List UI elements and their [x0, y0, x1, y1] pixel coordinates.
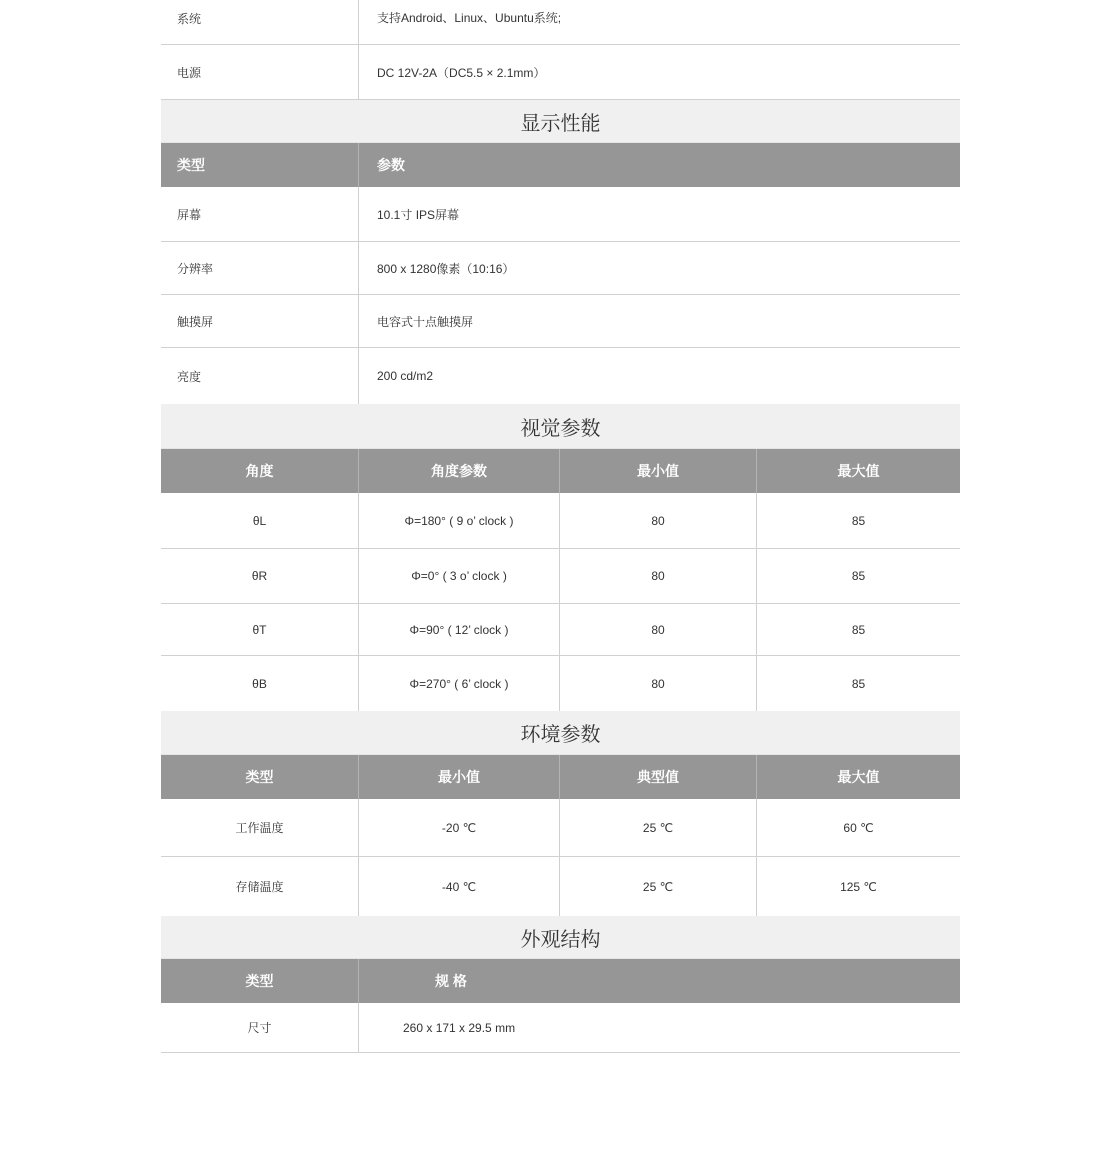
- viewing-table-header: [161, 449, 960, 493]
- spec-value: 支持Android、Linux、Ubuntu系统;: [377, 11, 562, 25]
- max-cell: 85: [851, 513, 866, 528]
- table-row: [161, 493, 960, 549]
- spec-label: 电源: [161, 45, 359, 99]
- table-row: [161, 549, 960, 604]
- spec-label: 系统: [161, 0, 359, 44]
- spec-label: 屏幕: [161, 187, 359, 241]
- spec-label: 亮度: [161, 348, 359, 404]
- header-cell: 最小值: [359, 755, 560, 799]
- header-cell: 最小值: [560, 449, 757, 493]
- table-row: [161, 656, 960, 711]
- header-cell: 最大值: [837, 769, 880, 785]
- spec-value: 电容式十点触摸屏: [377, 314, 474, 329]
- type-cell: 存储温度: [161, 857, 359, 916]
- typical-cell: 25 ℃: [560, 857, 757, 916]
- section-title-display: 显示性能: [161, 100, 960, 143]
- header-cell: 角度参数: [359, 449, 560, 493]
- typical-cell: 25 ℃: [560, 799, 757, 856]
- type-cell: 工作温度: [161, 799, 359, 856]
- min-cell: 80: [560, 656, 757, 711]
- spec-label: 分辨率: [161, 242, 359, 294]
- section-title-appearance: 外观结构: [161, 916, 960, 959]
- table-row: [161, 1003, 960, 1053]
- min-cell: -20 ℃: [359, 799, 560, 856]
- min-cell: -40 ℃: [359, 857, 560, 916]
- max-cell: 85: [851, 622, 866, 637]
- min-cell: 80: [560, 493, 757, 548]
- appearance-table-header: [161, 959, 960, 1003]
- header-cell: 角度: [161, 449, 359, 493]
- max-cell: 85: [851, 569, 866, 583]
- display-table-header: [161, 143, 960, 187]
- angle-cell: θB: [161, 656, 359, 711]
- spec-value: DC 12V-2A（DC5.5 × 2.1mm）: [377, 65, 546, 80]
- angle-param-cell: Φ=90° ( 12’ clock ): [359, 604, 560, 655]
- table-row: [161, 348, 960, 404]
- table-row: [161, 295, 960, 348]
- spec-value: 800 x 1280像素（10:16）: [377, 261, 515, 276]
- table-row: [161, 242, 960, 295]
- environment-table-header: [161, 755, 960, 799]
- spec-row-system: [161, 0, 960, 45]
- spec-sheet: [161, 0, 960, 1053]
- table-row: [161, 604, 960, 656]
- header-cell: 规 格: [435, 973, 467, 989]
- spec-label: 触摸屏: [161, 295, 359, 347]
- angle-cell: θL: [161, 493, 359, 548]
- angle-param-cell: Φ=0° ( 3 o’ clock ): [359, 549, 560, 603]
- angle-param-cell: Φ=180° ( 9 o’ clock ): [359, 493, 560, 548]
- spec-label: 尺寸: [161, 1003, 359, 1052]
- table-row: [161, 187, 960, 242]
- min-cell: 80: [560, 604, 757, 655]
- spec-value: 10.1寸 IPS屏幕: [377, 207, 460, 222]
- section-title-environment: 环境参数: [161, 711, 960, 755]
- angle-cell: θT: [161, 604, 359, 655]
- header-cell: 典型值: [560, 755, 757, 799]
- max-cell: 125 ℃: [840, 879, 877, 894]
- table-row: [161, 799, 960, 857]
- max-cell: 60 ℃: [843, 820, 874, 835]
- max-cell: 85: [851, 676, 866, 691]
- header-cell: 最大值: [837, 463, 880, 479]
- header-cell: 参数: [377, 157, 405, 173]
- min-cell: 80: [560, 549, 757, 603]
- angle-cell: θR: [161, 549, 359, 603]
- spec-value: 260 x 171 x 29.5 mm: [403, 1020, 516, 1035]
- angle-param-cell: Φ=270° ( 6’ clock ): [359, 656, 560, 711]
- table-row: [161, 857, 960, 916]
- spec-row-power: [161, 45, 960, 100]
- header-cell: 类型: [161, 755, 359, 799]
- spec-value: 200 cd/m2: [377, 369, 434, 383]
- header-cell: 类型: [161, 959, 359, 1003]
- section-title-viewing: 视觉参数: [161, 404, 960, 449]
- header-cell: 类型: [161, 143, 359, 187]
